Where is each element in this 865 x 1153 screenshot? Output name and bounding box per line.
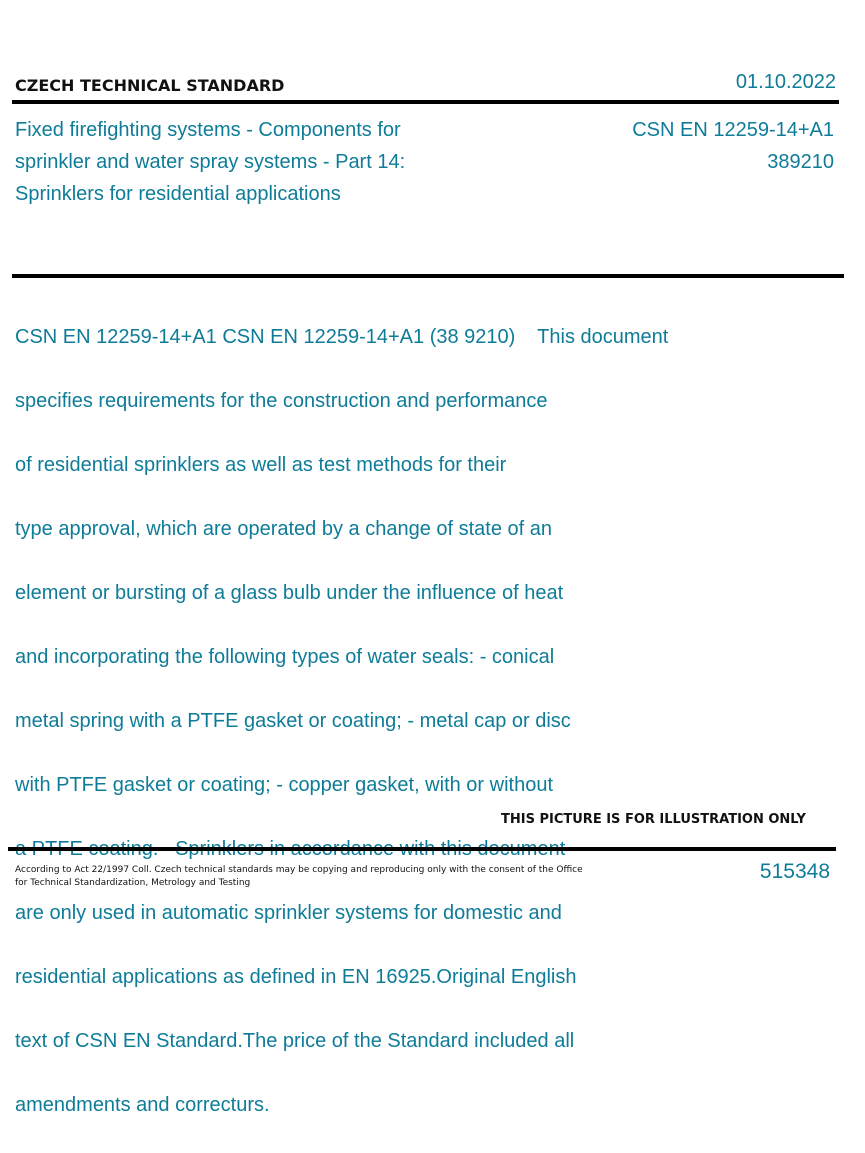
abstract-line: text of CSN EN Standard.The price of the Standard included all [15,1030,575,1052]
header-divider [12,100,839,104]
abstract-line: and incorporating the following types of water seals: - conical [15,646,555,668]
abstract-line: metal spring with a PTFE gasket or coating; - metal cap or disc [15,710,571,732]
title-divider [12,274,844,278]
document-title [15,114,485,210]
abstract-line: amendments and correcturs. [15,1094,270,1116]
publication-date: 01.10.2022 [735,71,836,93]
legal-line: for Technical Standardization, Metrology and Testing [15,878,251,888]
abstract-line: CSN EN 12259-14+A1 CSN EN 12259-14+A1 (38 9210) This document [15,326,669,348]
abstract-line: with PTFE gasket or coating; - copper gasket, with or without [15,774,554,796]
legal-line: According to Act 22/1997 Coll. Czech technical standards may be copying and reproducing only with the consent of the Office [15,865,583,875]
document-abstract [15,289,730,1153]
legal-notice [15,864,615,890]
standard-code: CSN EN 12259-14+A1 [632,119,834,141]
abstract-line: specifies requirements for the construction and performance [15,390,548,412]
standard-type-label: CZECH TECHNICAL STANDARD [15,76,285,95]
abstract-line: element or bursting of a glass bulb under the influence of heat [15,582,564,604]
abstract-line: residential applications as defined in EN 16925.Original English [15,966,577,988]
footer-divider [8,847,836,851]
document-id: 515348 [759,860,830,883]
illustration-notice: THIS PICTURE IS FOR ILLUSTRATION ONLY [501,812,806,827]
title-line: Fixed firefighting systems - Components for [15,119,401,141]
title-line: sprinkler and water spray systems - Part 14: [15,151,406,173]
abstract-line: of residential sprinklers as well as test methods for their [15,454,507,476]
abstract-line: are only used in automatic sprinkler systems for domestic and [15,902,562,924]
standard-identifier [632,114,834,178]
abstract-line: type approval, which are operated by a change of state of an [15,518,553,540]
catalog-number: 389210 [767,151,834,173]
title-line: Sprinklers for residential applications [15,183,341,205]
